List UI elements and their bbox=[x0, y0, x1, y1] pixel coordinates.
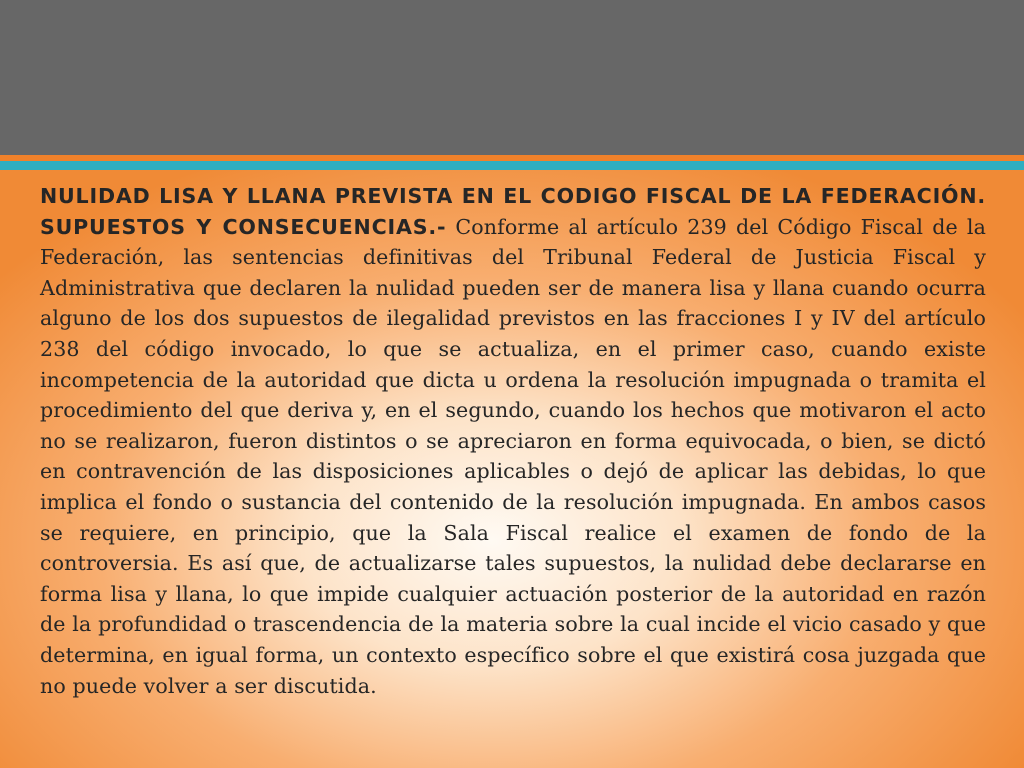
teal-stripe bbox=[0, 161, 1024, 170]
body-paragraph bbox=[40, 181, 986, 701]
paragraph-heading: NULIDAD LISA Y LLANA PREVISTA EN EL CODIGO FISCAL DE LA FEDERACIÓN. SUPUESTOS Y CONSECUENCIAS.- bbox=[40, 184, 986, 239]
paragraph-body: Conforme al artículo 239 del Código Fiscal de la Federación, las sentencias definitivas del Tribunal Federal de Justicia Fiscal y Administrativa que declaren la nulidad pueden ser de manera lisa y llana cuando ocurra alguno de los dos supuestos de ilegalidad previstos en las fracciones I y IV del artículo 238 del código invocado, lo que se actualiza, en el primer caso, cuando existe incompetencia de la autoridad que dicta u ordena la resolución impugnada o tramita el procedimiento del que deriva y, en el segundo, cuando los hechos que motivaron el acto no se realizaron, fueron distintos o se apreciaron en forma equivocada, o bien, se dictó en contravención de las disposiciones aplicables o dejó de aplicar las debidas, lo que implica el fondo o sustancia del contenido de la resolución impugnada. En ambos casos se requiere, en principio, que la Sala Fiscal realice el examen de fondo de la controversia. Es así que, de actualizarse tales supuestos, la nulidad debe declararse en forma lisa y llana, lo que impide cualquier actuación posterior de la autoridad en razón de la profundidad o trascendencia de la materia sobre la cual incide el vicio casado y que determina, en igual forma, un contexto específico sobre el que existirá cosa juzgada que no puede volver a ser discutida. bbox=[40, 214, 986, 698]
header-band bbox=[0, 0, 1024, 155]
